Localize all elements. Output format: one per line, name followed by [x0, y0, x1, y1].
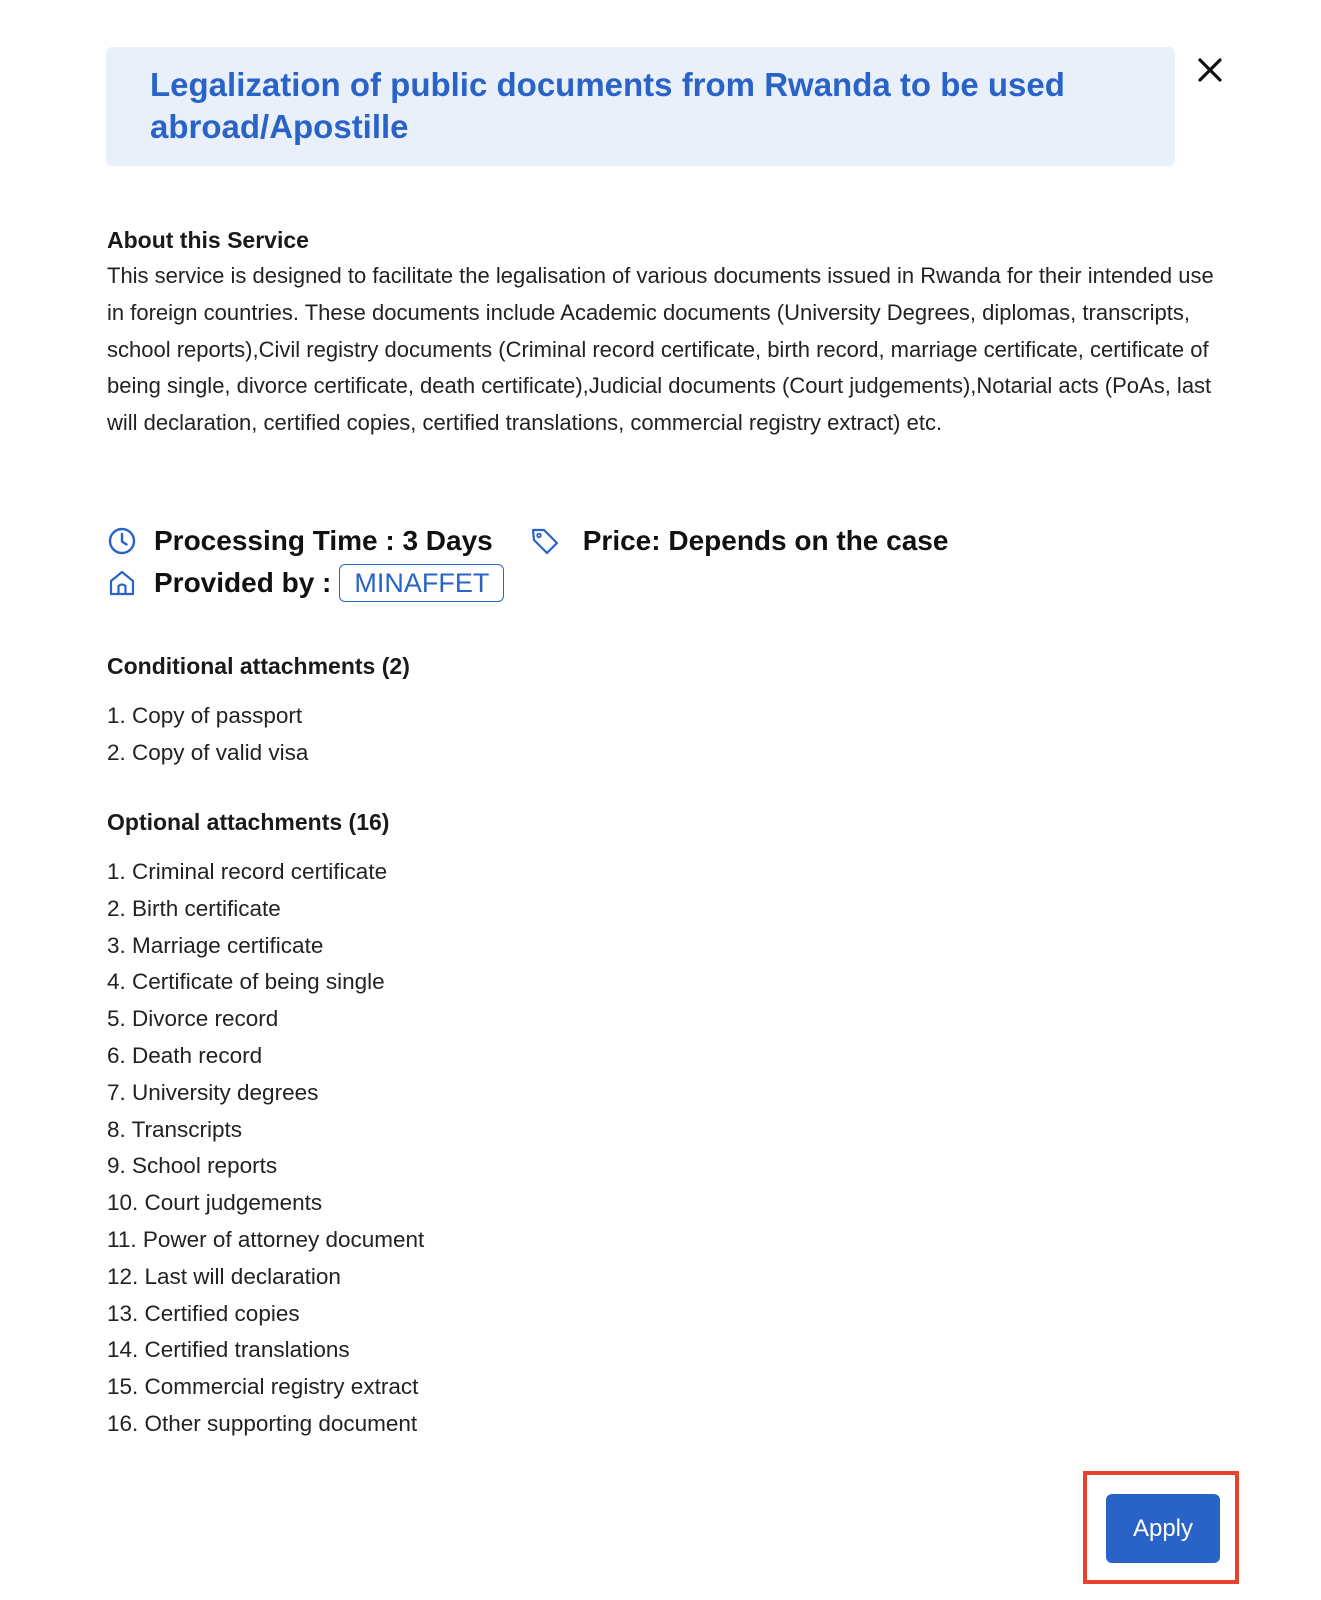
list-item: 8. Transcripts — [107, 1116, 243, 1142]
list-item: 1. Copy of passport — [107, 703, 303, 728]
processing-time: Processing Time : 3 Days — [154, 525, 493, 556]
page-title: Legalization of public documents from Rwanda to be used abroad/Apostille — [150, 66, 1065, 145]
list-item: 3. Marriage certificate — [107, 932, 324, 958]
list-item: 10. Court judgements — [107, 1190, 323, 1216]
list-item: 11. Power of attorney document — [107, 1226, 425, 1252]
close-button[interactable] — [1192, 52, 1228, 88]
list-item: 9. School reports — [107, 1153, 278, 1179]
list-item: 6. Death record — [107, 1042, 263, 1068]
close-icon — [1192, 52, 1228, 88]
list-item: 13. Certified copies — [107, 1300, 300, 1326]
list-item: 2. Birth certificate — [107, 895, 281, 921]
list-item: 4. Certificate of being single — [107, 969, 385, 995]
provider-badge[interactable]: MINAFFET — [339, 564, 504, 602]
meta-row-provider — [106, 562, 948, 604]
provided-by-label: Provided by : — [154, 567, 332, 598]
conditional-list — [107, 698, 308, 772]
apply-button[interactable]: Apply — [1106, 1494, 1220, 1563]
tag-icon — [529, 525, 561, 557]
list-item: 7. University degrees — [107, 1079, 319, 1105]
meta-row-time-price — [106, 520, 948, 562]
optional-heading: Optional attachments (16) — [107, 809, 390, 835]
about-section — [107, 222, 1217, 442]
about-text: This service is designed to facilitate the legalisation of various documents issued in Rwanda for their intended use in foreign countries. These documents include Academic documents (University Degrees, diplomas, transcripts, school reports),Civil registry documents (Criminal record certificate, birth record, marriage certificate, certificate of being single, divorce certificate, death certificate),Judicial documents (Court judgements),Notarial acts (PoAs, last will declaration, certified copies, certified translations, commercial registry extract) etc. — [107, 263, 1214, 436]
optional-list — [107, 854, 424, 1443]
about-heading: About this Service — [107, 227, 309, 253]
conditional-heading: Conditional attachments (2) — [107, 653, 410, 679]
list-item: 15. Commercial registry extract — [107, 1374, 419, 1400]
list-item: 5. Divorce record — [107, 1006, 279, 1032]
modal-header — [106, 47, 1175, 166]
service-meta — [106, 520, 948, 604]
list-item: 12. Last will declaration — [107, 1263, 341, 1289]
list-item: 16. Other supporting document — [107, 1410, 418, 1436]
clock-icon — [106, 525, 138, 557]
price: Price: Depends on the case — [582, 525, 949, 556]
building-icon — [106, 567, 138, 599]
list-item: 1. Criminal record certificate — [107, 859, 388, 884]
list-item: 2. Copy of valid visa — [107, 739, 309, 765]
list-item: 14. Certified translations — [107, 1337, 350, 1363]
